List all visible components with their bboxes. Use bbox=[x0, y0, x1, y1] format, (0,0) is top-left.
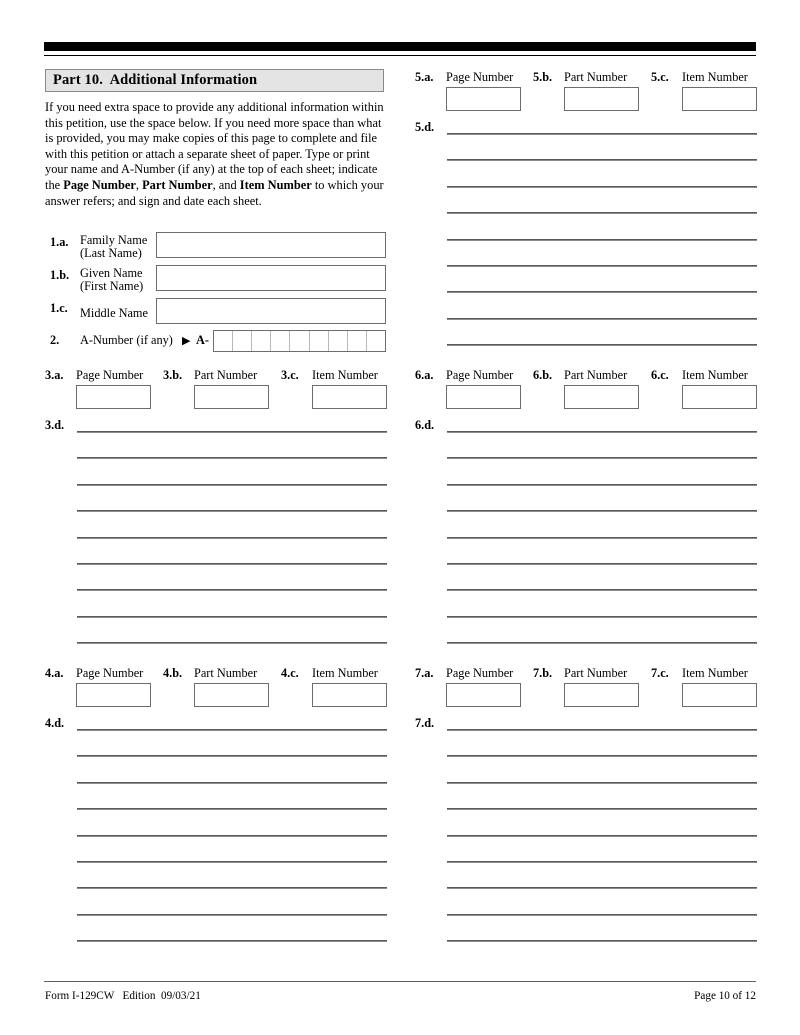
block-4-page-caption: Page Number bbox=[76, 666, 144, 680]
instructions-seg-1: If you need extra space to provide any additional information within this petition, use the space below. If you need more space than what is provided, you may make copies of this page to complete and file with this petition or attach a separate sheet of paper. Type or print your name and A-Number (if any) at the top of each sheet; indicate the bbox=[45, 100, 384, 192]
part-10-header-label: Part 10. Additional Information bbox=[53, 72, 258, 88]
block-6-answer-line-8[interactable] bbox=[447, 616, 757, 618]
block-4-answer-line-8[interactable] bbox=[77, 914, 387, 916]
block-4-answer-line-5[interactable] bbox=[77, 835, 387, 837]
name-field-input-3[interactable] bbox=[156, 298, 386, 324]
a-number-cell-5[interactable] bbox=[290, 331, 309, 351]
name-field-label-1 bbox=[80, 234, 158, 261]
instructions-seg-3: , and bbox=[212, 177, 240, 192]
block-4-part-number-label: 4.b. bbox=[163, 666, 183, 680]
block-6-item-caption: Item Number bbox=[682, 368, 748, 382]
block-5-answer-line-3[interactable] bbox=[447, 186, 757, 188]
block-6-answer-line-1[interactable] bbox=[447, 431, 757, 433]
block-5-part-input[interactable] bbox=[564, 87, 639, 111]
block-5-answer-line-2[interactable] bbox=[447, 159, 757, 161]
name-field-number-2: 1.b. bbox=[50, 268, 70, 282]
block-3-page-caption: Page Number bbox=[76, 368, 144, 382]
block-3-answer-line-5[interactable] bbox=[77, 537, 387, 539]
block-5-part-number-label: 5.b. bbox=[533, 70, 553, 84]
name-field-number-1: 1.a. bbox=[50, 235, 69, 249]
a-number-item-number: 2. bbox=[50, 333, 60, 347]
block-4-page-input[interactable] bbox=[76, 683, 151, 707]
block-4-answer-line-3[interactable] bbox=[77, 782, 387, 784]
block-3-part-input[interactable] bbox=[194, 385, 269, 409]
name-field-label-line1-1: Family Name bbox=[80, 233, 148, 247]
top-rule-thin bbox=[44, 55, 756, 56]
block-4-answer-line-2[interactable] bbox=[77, 755, 387, 757]
a-number-cell-9[interactable] bbox=[367, 331, 385, 351]
block-7-answer-line-7[interactable] bbox=[447, 887, 757, 889]
block-7-answer-line-2[interactable] bbox=[447, 755, 757, 757]
name-field-input-1[interactable] bbox=[156, 232, 386, 258]
block-7-answer-line-4[interactable] bbox=[447, 808, 757, 810]
a-number-prefix: A- bbox=[196, 333, 209, 347]
block-3-answer-line-7[interactable] bbox=[77, 589, 387, 591]
name-field-label-line1-2: Given Name bbox=[80, 266, 143, 280]
block-3-answer-line-8[interactable] bbox=[77, 616, 387, 618]
block-4-answer-line-6[interactable] bbox=[77, 861, 387, 863]
block-6-page-input[interactable] bbox=[446, 385, 521, 409]
block-6-answer-line-4[interactable] bbox=[447, 510, 757, 512]
block-5-answer-line-8[interactable] bbox=[447, 318, 757, 320]
block-4-part-input[interactable] bbox=[194, 683, 269, 707]
block-7-answer-line-9[interactable] bbox=[447, 940, 757, 942]
footer-form-id: Form I-129CW Edition 09/03/21 bbox=[45, 990, 201, 1002]
block-7-part-input[interactable] bbox=[564, 683, 639, 707]
block-7-item-input[interactable] bbox=[682, 683, 757, 707]
name-field-label-line2-2: (First Name) bbox=[80, 279, 144, 294]
right-arrow-icon: ▶ bbox=[182, 335, 191, 347]
block-7-answer-line-8[interactable] bbox=[447, 914, 757, 916]
a-number-input[interactable] bbox=[213, 330, 386, 352]
a-number-cell-4[interactable] bbox=[271, 331, 290, 351]
block-3-answer-line-1[interactable] bbox=[77, 431, 387, 433]
block-5-part-caption: Part Number bbox=[564, 70, 628, 84]
a-number-cell-7[interactable] bbox=[329, 331, 348, 351]
footer-page-number: Page 10 of 12 bbox=[694, 990, 756, 1002]
block-6-answer-line-6[interactable] bbox=[447, 563, 757, 565]
block-3-item-input[interactable] bbox=[312, 385, 387, 409]
block-5-item-caption: Item Number bbox=[682, 70, 748, 84]
a-number-label: A-Number (if any) bbox=[80, 333, 173, 347]
footer-divider bbox=[44, 981, 756, 982]
block-3-answer-line-4[interactable] bbox=[77, 510, 387, 512]
block-4-answer-line-4[interactable] bbox=[77, 808, 387, 810]
block-7-part-caption: Part Number bbox=[564, 666, 628, 680]
block-4-item-input[interactable] bbox=[312, 683, 387, 707]
block-5-page-number-label: 5.a. bbox=[415, 70, 434, 84]
name-field-label-line2-1: (Last Name) bbox=[80, 246, 142, 261]
name-field-input-2[interactable] bbox=[156, 265, 386, 291]
instructions-page-number-bold: Page Number bbox=[63, 177, 136, 192]
block-4-item-number-label: 4.c. bbox=[281, 666, 299, 680]
block-5-item-number-label: 5.c. bbox=[651, 70, 669, 84]
block-4-part-caption: Part Number bbox=[194, 666, 258, 680]
name-field-label-2 bbox=[80, 267, 158, 294]
instructions-part-number-bold: Part Number bbox=[142, 177, 213, 192]
block-6-answer-line-5[interactable] bbox=[447, 537, 757, 539]
block-7-item-number-label: 7.c. bbox=[651, 666, 669, 680]
name-field-label-3 bbox=[80, 307, 158, 320]
block-6-answer-line-3[interactable] bbox=[447, 484, 757, 486]
block-5-answer-line-1[interactable] bbox=[447, 133, 757, 135]
part-10-header bbox=[45, 69, 384, 92]
block-3-page-number-label: 3.a. bbox=[45, 368, 64, 382]
block-4-answer-number-label: 4.d. bbox=[45, 716, 65, 730]
block-5-answer-line-4[interactable] bbox=[447, 212, 757, 214]
block-3-answer-number-label: 3.d. bbox=[45, 418, 65, 432]
block-7-part-number-label: 7.b. bbox=[533, 666, 553, 680]
block-5-page-caption: Page Number bbox=[446, 70, 514, 84]
name-field-label-line1-3: Middle Name bbox=[80, 306, 148, 320]
block-6-part-number-label: 6.b. bbox=[533, 368, 553, 382]
block-6-item-input[interactable] bbox=[682, 385, 757, 409]
block-3-answer-line-3[interactable] bbox=[77, 484, 387, 486]
block-6-answer-line-9[interactable] bbox=[447, 642, 757, 644]
a-number-cell-2[interactable] bbox=[233, 331, 252, 351]
block-6-answer-line-7[interactable] bbox=[447, 589, 757, 591]
block-3-item-caption: Item Number bbox=[312, 368, 378, 382]
block-7-answer-line-3[interactable] bbox=[447, 782, 757, 784]
block-3-answer-line-9[interactable] bbox=[77, 642, 387, 644]
block-6-page-number-label: 6.a. bbox=[415, 368, 434, 382]
block-7-item-caption: Item Number bbox=[682, 666, 748, 680]
block-5-item-input[interactable] bbox=[682, 87, 757, 111]
block-7-page-caption: Page Number bbox=[446, 666, 514, 680]
top-rule-thick bbox=[44, 42, 756, 51]
block-4-answer-line-9[interactable] bbox=[77, 940, 387, 942]
a-number-cell-8[interactable] bbox=[348, 331, 367, 351]
block-4-answer-line-1[interactable] bbox=[77, 729, 387, 731]
block-7-answer-line-6[interactable] bbox=[447, 861, 757, 863]
block-6-page-caption: Page Number bbox=[446, 368, 514, 382]
block-6-answer-line-2[interactable] bbox=[447, 457, 757, 459]
block-5-answer-number-label: 5.d. bbox=[415, 120, 435, 134]
block-7-answer-line-5[interactable] bbox=[447, 835, 757, 837]
block-4-item-caption: Item Number bbox=[312, 666, 378, 680]
block-7-answer-number-label: 7.d. bbox=[415, 716, 435, 730]
block-3-page-input[interactable] bbox=[76, 385, 151, 409]
block-5-answer-line-6[interactable] bbox=[447, 265, 757, 267]
block-3-part-number-label: 3.b. bbox=[163, 368, 183, 382]
block-7-page-input[interactable] bbox=[446, 683, 521, 707]
a-number-cell-1[interactable] bbox=[214, 331, 233, 351]
block-5-answer-line-5[interactable] bbox=[447, 239, 757, 241]
block-5-answer-line-9[interactable] bbox=[447, 344, 757, 346]
block-6-answer-number-label: 6.d. bbox=[415, 418, 435, 432]
part-10-instructions bbox=[45, 100, 387, 209]
block-5-page-input[interactable] bbox=[446, 87, 521, 111]
a-number-cell-6[interactable] bbox=[310, 331, 329, 351]
instructions-item-number-bold: Item Number bbox=[239, 177, 312, 192]
block-3-part-caption: Part Number bbox=[194, 368, 258, 382]
block-6-item-number-label: 6.c. bbox=[651, 368, 669, 382]
instructions-seg-4: to which your answer refers; and sign and date each sheet. bbox=[45, 177, 384, 208]
block-3-answer-line-2[interactable] bbox=[77, 457, 387, 459]
instructions-seg-2: , bbox=[135, 177, 143, 192]
block-6-part-caption: Part Number bbox=[564, 368, 628, 382]
block-4-page-number-label: 4.a. bbox=[45, 666, 64, 680]
block-3-item-number-label: 3.c. bbox=[281, 368, 299, 382]
block-3-answer-line-6[interactable] bbox=[77, 563, 387, 565]
block-7-page-number-label: 7.a. bbox=[415, 666, 434, 680]
name-field-number-3: 1.c. bbox=[50, 301, 68, 315]
block-5-answer-line-7[interactable] bbox=[447, 291, 757, 293]
a-number-cell-3[interactable] bbox=[252, 331, 271, 351]
block-7-answer-line-1[interactable] bbox=[447, 729, 757, 731]
block-6-part-input[interactable] bbox=[564, 385, 639, 409]
block-4-answer-line-7[interactable] bbox=[77, 887, 387, 889]
